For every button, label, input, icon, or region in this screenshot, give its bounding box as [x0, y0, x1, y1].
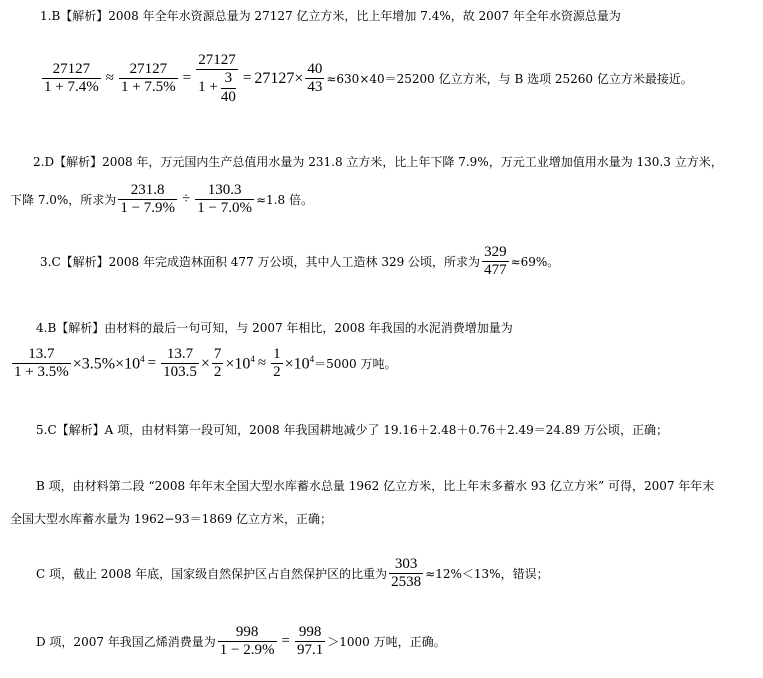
q3-pre: 3.C【解析】2008 年完成造林面积 477 万公顷，其中人工造林 329 公顷，所求为 [40, 255, 481, 270]
q4-times: × [200, 354, 210, 372]
q5-c-pre: C 项，截止 2008 年底，国家级自然保护区占自然保护区的比重为 [36, 567, 388, 582]
q1-approx: ≈ [105, 70, 114, 87]
q1-frac-1-num: 27127 [52, 61, 91, 78]
q1-frac-2-num: 27127 [129, 61, 168, 78]
q5-d-eq: = [281, 633, 290, 650]
q1-frac-2 [119, 61, 178, 97]
q1-frac-4-den: 43 [307, 79, 323, 96]
q5-b-text-1: B 项，由材料第二段 “2008 年年末全国大型水库蓄水总量 1962 亿立方米，比上年末多蓄水 93 亿立方米” 可得，2007 年年末 [36, 479, 715, 493]
q5-d-tail: ＞1000 万吨，正确。 [327, 635, 446, 650]
q2-div: ÷ [182, 191, 191, 208]
q1-frac-4-num: 40 [307, 61, 323, 78]
q5-b-text-2: 全国大型水库蓄水量为 1962−93＝1869 亿立方米，正确； [10, 512, 333, 526]
q1-frac-2-den: 1 + 7.5% [120, 79, 176, 96]
q1-eq-2: = [242, 70, 252, 87]
q2-text: 2.D【解析】2008 年，万元国内生产总值用水量为 231.8 立方米，比上年下降 7.9%，万元工业增加值用水量为 130.3 立方米， [33, 155, 723, 169]
q3-formula [40, 244, 559, 280]
q1-frac-3-num: 27127 [198, 52, 236, 68]
q5-c-tail: ≈12%＜13%，错误； [425, 567, 549, 582]
q4-formula [10, 346, 397, 382]
q4-mid-3: $\times 10^4$ [284, 354, 315, 373]
q4-frac-1: $\frac{13.7}{1 + 3.5\%}$ [14, 346, 69, 381]
q4-frac-4: $\frac{1}{2}$ [273, 346, 281, 381]
q3-tail: ≈69%。 [510, 255, 560, 270]
q2-frac-2: $\frac{130.3}{1 - 7.0\%}$ [197, 182, 252, 217]
q5-c-formula [36, 556, 549, 592]
q5-d-frac-2: $\frac{998}{97.1}$ [296, 624, 324, 659]
q1-frac-3 [196, 52, 238, 106]
q5-a-text: 5.C【解析】A 项，由材料第一段可知，2008 年我国耕地减少了 19.16＋2.48＋0.76＋2.49＝24.89 万公顷，正确； [36, 423, 668, 437]
q3-frac: $\frac{329}{477}$ [484, 244, 507, 279]
q1-text: 1.B【解析】2008 年全年水资源总量为 27127 亿立方米，比上年增加 7.4%，故 2007 年全年水资源总量为 [40, 9, 621, 23]
q4-tail: ＝5000 万吨。 [314, 357, 397, 372]
q4-frac-2: $\frac{13.7}{103.5}$ [163, 346, 197, 381]
q4-mid-2: $\times 10^4$ [225, 354, 255, 373]
q1-frac-1-den: 1 + 7.4% [44, 79, 99, 96]
q4-approx: ≈ [257, 355, 267, 372]
q4-frac-3: $\frac{7}{2}$ [213, 346, 222, 381]
q4-eq: = [147, 355, 157, 372]
q5-d-pre: D 项，2007 年我国乙烯消费量为 [36, 635, 216, 650]
q5-d-formula [36, 624, 446, 660]
q1-frac-3-den: 1 + 3 40 [198, 70, 236, 105]
q2-tail: ≈1.8 倍。 [255, 193, 313, 208]
q4-text: 4.B【解析】由材料的最后一句可知，与 2007 年相比，2008 年我国的水泥消费增加量为 [36, 321, 513, 335]
q2-formula [10, 182, 313, 218]
q1-formula [40, 52, 693, 106]
q2-frac-1: $\frac{231.8}{1 - 7.9\%}$ [120, 182, 176, 217]
q4-mid-1: $\times 3.5\%\times 10^4$ [72, 354, 145, 373]
q1-term: 27127× [254, 69, 304, 87]
q2-pre: 下降 7.0%，所求为 [10, 193, 117, 208]
q1-eq-1: = [182, 70, 192, 87]
q1-frac-4 [305, 61, 324, 97]
q5-d-frac-1: $\frac{998}{1 - 2.9\%}$ [219, 624, 275, 659]
q5-c-frac: $\frac{303}{2538}$ [391, 556, 422, 591]
q1-tail: ≈630×40＝25200 亿立方米，与 B 选项 25260 亿立方米最接近。 [326, 72, 693, 87]
q1-frac-1 [42, 61, 101, 97]
